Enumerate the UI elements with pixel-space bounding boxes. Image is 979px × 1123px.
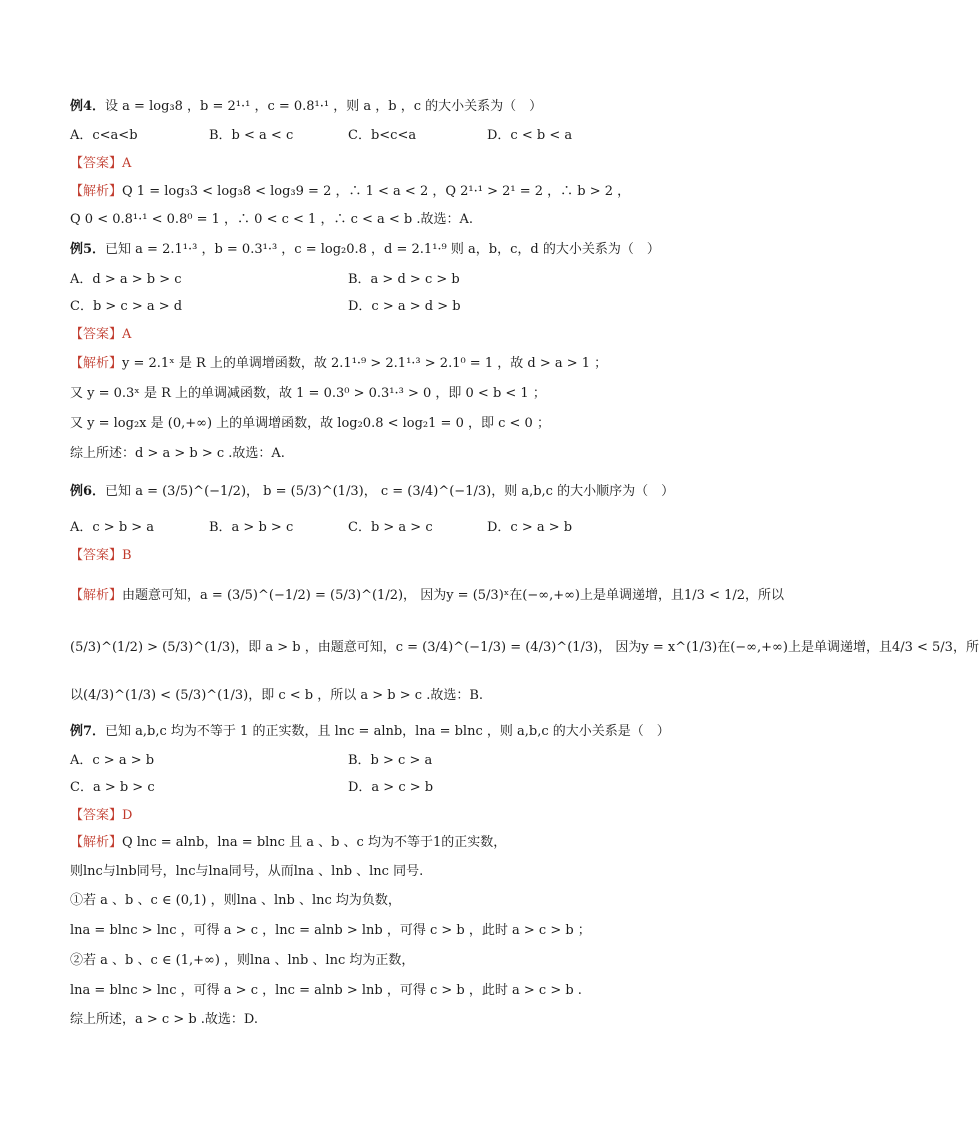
ex7-analysis-5: ②若 a 、b 、c ∈ (1,+∞) ，则lna 、lnb 、lnc 均为正数， (70, 953, 415, 968)
ex7-analysis-2: 则lnc与lnb同号，lnc与lna同号，从而lna 、lnb 、lnc 同号. (70, 864, 424, 879)
ex7-option-d: D．a > c > b (348, 780, 434, 795)
ex4-analysis-1 (70, 182, 630, 202)
ex7-answer (70, 806, 132, 826)
ex7-title: 例7． (70, 724, 106, 739)
ex6-cmp1: (5/3)^(1/2) > (5/3)^(1/3) (70, 640, 236, 655)
ex7-answer-label: 【答案】 (70, 808, 123, 823)
ex4-answer-value: A (122, 156, 132, 171)
ex6-ineq1: 1/3 < 1/2 (684, 588, 746, 603)
ex7-option-c: C．a > b > c (70, 780, 155, 795)
ex6-analysis-1b: 因为 (420, 588, 447, 603)
ex7-analysis-4: lna = blnc > lnc ，可得 a > c ，lnc = alnb > lnb ，可得 c > b ，此时 a > c > b ； (70, 923, 591, 938)
ex5-analysis-text-1: y = 2.1ˣ 是 R 上的单调增函数，故 2.1¹·⁹ > 2.1¹·³ > 2.1⁰ = 1 ，故 d > a > 1 ； (122, 356, 608, 371)
ex5-option-b: B．a > d > c > b (348, 272, 460, 287)
ex7-analysis-7: 综上所述，a > c > b .故选：D. (70, 1012, 259, 1027)
ex6-stem-post: ，则 a,b,c 的大小顺序为（ ） (491, 484, 675, 499)
ex6-analysis-3b: ，即 c < b ，所以 a > b > c .故选：B. (248, 688, 484, 703)
ex6-analysis-label: 【解析】 (70, 588, 123, 603)
ex6-b-def: b = (5/3)^(1/3) (263, 484, 364, 499)
ex7-analysis-first: Q lnc = alnb，lna = blnc 且 a 、b 、c 均为不等于1的正实数， (122, 835, 507, 850)
ex7-analysis-3: ①若 a 、b 、c ∈ (0,1) ，则lna 、lnb 、lnc 均为负数， (70, 893, 401, 908)
ex5-answer-value: A (122, 327, 132, 342)
ex6-option-c: C．b > a > c (348, 520, 433, 535)
ex7-option-b: B．b > c > a (348, 753, 433, 768)
ex6-answer-value: B (122, 548, 132, 563)
ex6-y1: y = (5/3)ˣ (446, 588, 510, 603)
ex5-analysis-4: 综上所述：d > a > b > c .故选：A. (70, 446, 285, 461)
ex6-a-eq: a = (3/5)^(−1/2) = (5/3)^(1/2) (200, 588, 404, 603)
ex6-analysis-3 (70, 686, 483, 706)
ex5-answer-label: 【答案】 (70, 327, 123, 342)
ex7-analysis-label: 【解析】 (70, 835, 123, 850)
ex5-title: 例5． (70, 242, 106, 257)
ex4-option-d: D．c < b < a (487, 128, 573, 143)
ex5-option-a: A．d > a > b > c (70, 272, 182, 287)
ex4-title: 例4． (70, 99, 106, 114)
ex6-c-eq: c = (3/4)^(−1/3) = (4/3)^(1/3) (395, 640, 599, 655)
ex5-answer (70, 325, 131, 345)
ex6-option-a: A．c > b > a (70, 520, 155, 535)
ex6-title: 例6． (70, 484, 106, 499)
ex5-analysis-1 (70, 354, 607, 374)
ex6-answer (70, 546, 132, 566)
ex7-analysis-1 (70, 833, 506, 853)
ex4-answer (70, 154, 131, 174)
ex4-stem-line (70, 97, 542, 117)
ex4-analysis-text-1: Q 1 = log₃3 < log₃8 < log₃9 = 2 ，∴ 1 < a < 2 ，Q 2¹·¹ > 2¹ = 2 ，∴ b > 2 ， (122, 184, 631, 199)
ex7-answer-value: D (122, 808, 133, 823)
ex5-stem: 已知 a = 2.1¹·³ ，b = 0.3¹·³ ，c = log₂0.8 ，d = 2.1¹·⁹ 则 a，b，c，d 的大小关系为（ ） (105, 242, 660, 257)
ex6-option-b: B．a > b > c (209, 520, 294, 535)
ex7-analysis-6: lna = blnc > lnc ，可得 a > c ，lnc = alnb > lnb ，可得 c > b ，此时 a > c > b . (70, 983, 582, 998)
ex6-analysis-1c: 在(−∞,+∞)上是单调递增，且 (509, 588, 685, 603)
ex6-option-d: D．c > a > b (487, 520, 573, 535)
ex4-analysis-label: 【解析】 (70, 184, 123, 199)
ex5-stem-line (70, 240, 660, 260)
ex6-stem-line: 例6．已知 a = (3/5)^(−1/2)， b = (5/3)^(1/3)， c = (3/4)^(−1/3)，则 a,b,c 的大小顺序为（ ） (70, 484, 675, 499)
ex6-analysis-1: 【解析】由题意可知，a = (3/5)^(−1/2) = (5/3)^(1/2)， 因为y = (5/3)ˣ在(−∞,+∞)上是单调递增，且1/3 < 1/2，所以 (70, 588, 785, 603)
ex4-answer-label: 【答案】 (70, 156, 123, 171)
ex6-analysis-2b: 因为 (615, 640, 642, 655)
ex6-analysis-1d: ，所以 (745, 588, 785, 603)
ex4-stem: 设 a = log₃8 ，b = 2¹·¹ ，c = 0.8¹·¹ ，则 a ，b ，c 的大小关系为（ ） (105, 99, 543, 114)
ex5-analysis-3: 又 y = log₂x 是 (0,+∞) 上的单调增函数，故 log₂0.8 < log₂1 = 0 ，即 c < 0 ； (70, 416, 550, 431)
ex6-answer-label: 【答案】 (70, 548, 123, 563)
ex7-option-a: A．c > a > b (70, 753, 155, 768)
ex4-option-b: B．b < a < c (209, 128, 294, 143)
ex6-a-def: a = (3/5)^(−1/2) (135, 484, 247, 499)
ex6-analysis-3a: 以 (70, 688, 84, 703)
ex6-c-def: c = (3/4)^(−1/3) (380, 484, 492, 499)
ex5-analysis-2: 又 y = 0.3ˣ 是 R 上的单调减函数，故 1 = 0.3⁰ > 0.3¹·³ > 0 ，即 0 < b < 1 ； (70, 386, 546, 401)
ex4-analysis-2: Q 0 < 0.8¹·¹ < 0.8⁰ = 1 ，∴ 0 < c < 1 ，∴ c < a < b .故选：A. (70, 212, 474, 227)
ex7-stem-line (70, 722, 670, 742)
ex6-analysis-2c: 在(−∞,+∞)上是单调递增，且 (717, 640, 892, 655)
ex6-analysis-2: (5/3)^(1/2) > (5/3)^(1/3)，即 a > b ，由题意可知，c = (3/4)^(−1/3) = (4/3)^(1/3)， 因为y = x^(1/3)在(−∞,+∞)上是单调递增，且4/3 < 5/3，所 (70, 640, 979, 655)
ex4-option-c: C．b<c<a (348, 128, 417, 143)
ex6-analysis-2d: ，所 (952, 640, 979, 655)
ex6-analysis-1a: 由题意可知， (122, 588, 201, 603)
ex7-stem: 已知 a,b,c 均为不等于 1 的正实数，且 lnc = alnb，lna = blnc ，则 a,b,c 的大小关系是（ ） (105, 724, 670, 739)
ex5-analysis-label: 【解析】 (70, 356, 123, 371)
ex5-option-d: D．c > a > d > b (348, 299, 461, 314)
ex6-y2: y = x^(1/3) (641, 640, 718, 655)
ex6-stem-pre: 已知 (105, 484, 132, 499)
ex6-cmp2: (4/3)^(1/3) < (5/3)^(1/3) (83, 688, 249, 703)
ex5-option-c: C．b > c > a > d (70, 299, 183, 314)
ex6-analysis-2a: ，即 a > b ，由题意可知， (235, 640, 396, 655)
ex6-ineq2: 4/3 < 5/3 (891, 640, 953, 655)
ex4-option-a: A．c<a<b (70, 128, 138, 143)
